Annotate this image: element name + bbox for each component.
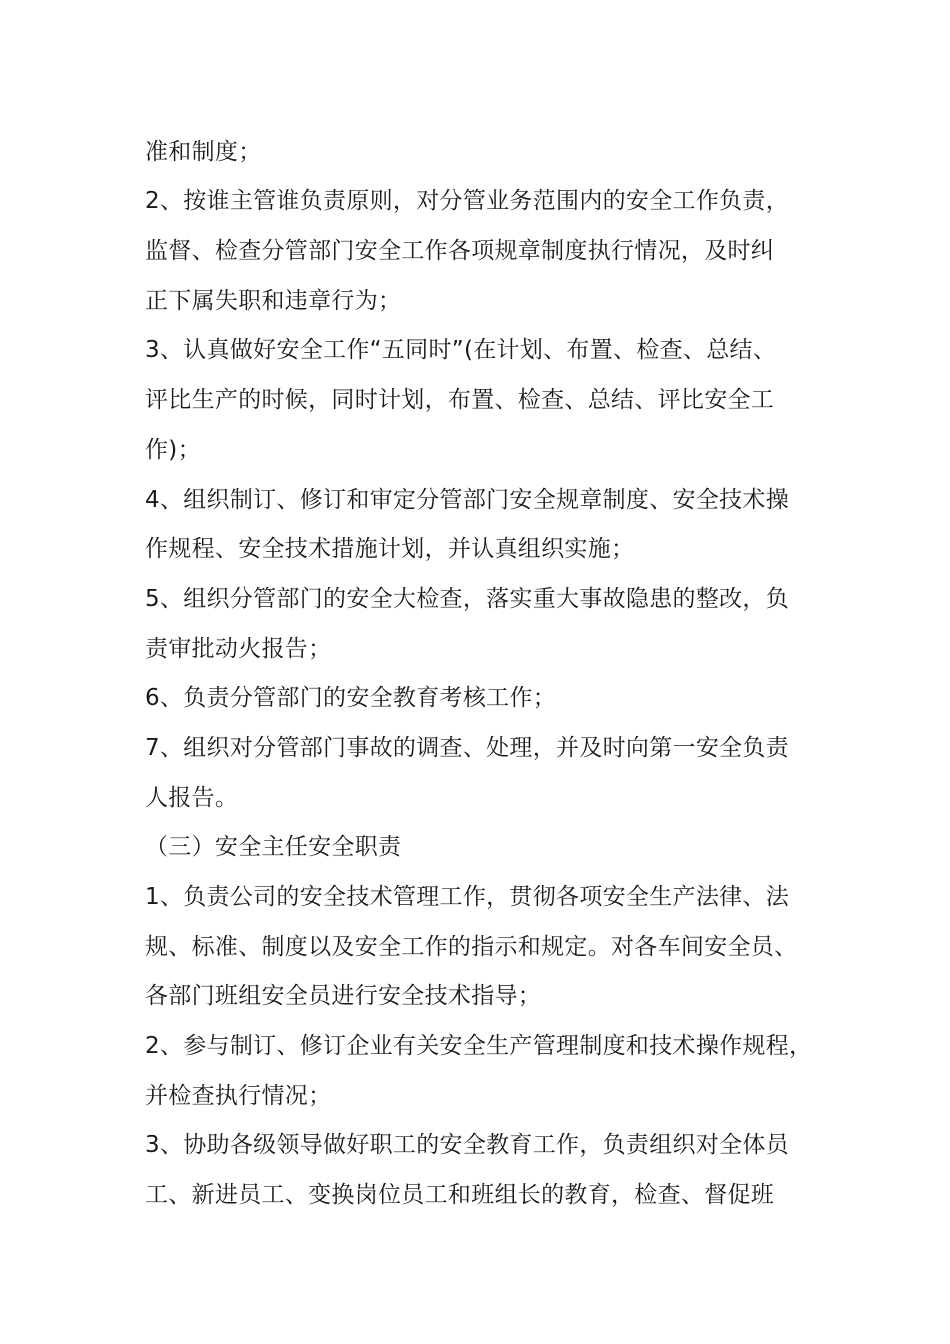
text-line: 作规程、安全技术措施计划，并认真组织实施；: [145, 536, 635, 562]
text-line: 各部门班组安全员进行安全技术指导；: [145, 983, 542, 1009]
text-line: 监督、检查分管部门安全工作各项规章制度执行情况，及时纠: [145, 238, 775, 264]
text-line: 5、组织分管部门的安全大检查，落实重大事故隐患的整改，负: [145, 586, 790, 612]
text-line: 3、认真做好安全工作“五同时”(在计划、布置、检查、总结、: [145, 337, 777, 363]
text-line: 规、标准、制度以及安全工作的指示和规定。对各车间安全员、: [145, 934, 798, 960]
text-line: 准和制度；: [145, 139, 262, 165]
text-line: 6、负责分管部门的安全教育考核工作；: [145, 685, 557, 711]
text-line: 2、按谁主管谁负责原则，对分管业务范围内的安全工作负责，: [145, 188, 790, 214]
text-line: 1、负责公司的安全技术管理工作，贯彻各项安全生产法律、法: [145, 884, 790, 910]
text-line: 2、参与制订、修订企业有关安全生产管理制度和技术操作规程，: [145, 1033, 813, 1059]
text-line: 评比生产的时候，同时计划，布置、检查、总结、评比安全工: [145, 387, 775, 413]
text-line: 人报告。: [145, 785, 239, 811]
text-line: 并检查执行情况；: [145, 1083, 332, 1109]
text-line: 4、组织制订、修订和审定分管部门安全规章制度、安全技术操: [145, 487, 790, 513]
text-line: 7、组织对分管部门事故的调查、处理，并及时向第一安全负责: [145, 735, 790, 761]
text-line: 作)；: [145, 437, 201, 463]
text-line: 责审批动火报告；: [145, 636, 332, 662]
section-heading: （三）安全主任安全职责: [145, 834, 402, 860]
text-line: 3、协助各级领导做好职工的安全教育工作，负责组织对全体员: [145, 1132, 790, 1158]
text-line: 工、新进员工、变换岗位员工和班组长的教育，检查、督促班: [145, 1182, 775, 1208]
text-line: 正下属失职和违章行为；: [145, 288, 402, 314]
